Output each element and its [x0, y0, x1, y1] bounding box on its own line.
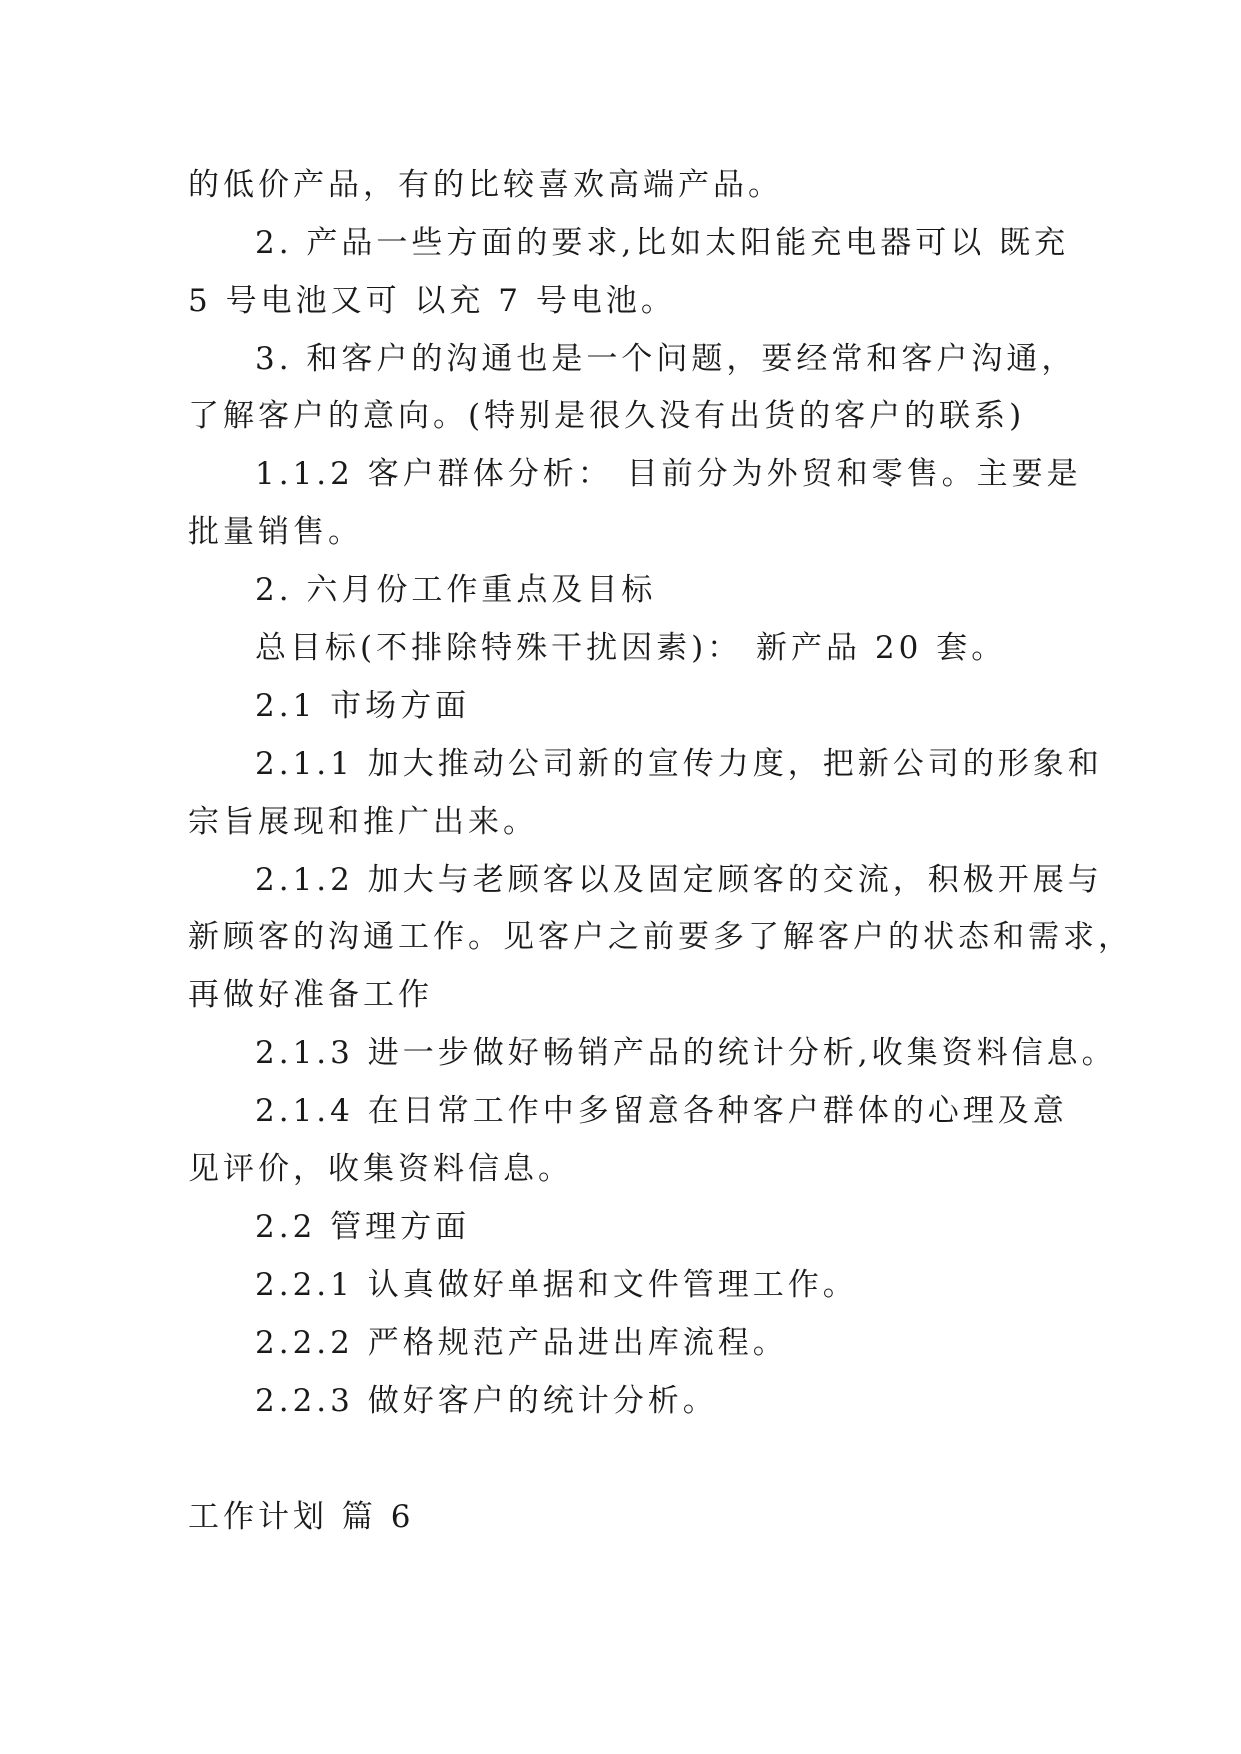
- text-line: 再做好准备工作: [188, 977, 433, 1013]
- text-line: 批量销售。: [188, 514, 363, 550]
- section-heading: 2. 六月份工作重点及目标: [255, 572, 657, 608]
- text-line: 2. 产品一些方面的要求,比如太阳能充电器可以 既充: [255, 225, 1070, 261]
- text-line: 1.1.2 客户群体分析： 目前分为外贸和零售。主要是: [255, 456, 1082, 492]
- plan-heading: 工作计划 篇 6: [188, 1499, 415, 1535]
- text-line: 3. 和客户的沟通也是一个问题，要经常和客户沟通，: [255, 341, 1077, 377]
- text-line: 宗旨展现和推广出来。: [188, 804, 538, 840]
- text-line: 2.2.3 做好客户的统计分析。: [255, 1383, 718, 1419]
- text-line: 2.1.1 加大推动公司新的宣传力度，把新公司的形象和: [255, 746, 1103, 782]
- text-line: 2.2.1 认真做好单据和文件管理工作。: [255, 1267, 858, 1303]
- text-line: 2.2.2 严格规范产品进出库流程。: [255, 1325, 788, 1361]
- text-line: 的低价产品，有的比较喜欢高端产品。: [188, 167, 783, 203]
- text-line: 5 号电池又可 以充 7 号电池。: [188, 283, 676, 319]
- text-line: 2.1.3 进一步做好畅销产品的统计分析,收集资料信息。: [255, 1035, 1117, 1071]
- subsection-heading: 2.2 管理方面: [255, 1209, 471, 1245]
- text-line: 2.1.2 加大与老顾客以及固定顾客的交流，积极开展与: [255, 862, 1103, 898]
- text-line: 见评价，收集资料信息。: [188, 1151, 573, 1187]
- text-line: 新顾客的沟通工作。见客户之前要多了解客户的状态和需求，: [188, 919, 1133, 955]
- subsection-heading: 2.1 市场方面: [255, 688, 471, 724]
- text-line: 2.1.4 在日常工作中多留意各种客户群体的心理及意: [255, 1093, 1068, 1129]
- text-line: 总目标(不排除特殊干扰因素)： 新产品 20 套。: [255, 630, 1007, 666]
- text-line: 了解客户的意向。(特别是很久没有出货的客户的联系): [188, 398, 1026, 434]
